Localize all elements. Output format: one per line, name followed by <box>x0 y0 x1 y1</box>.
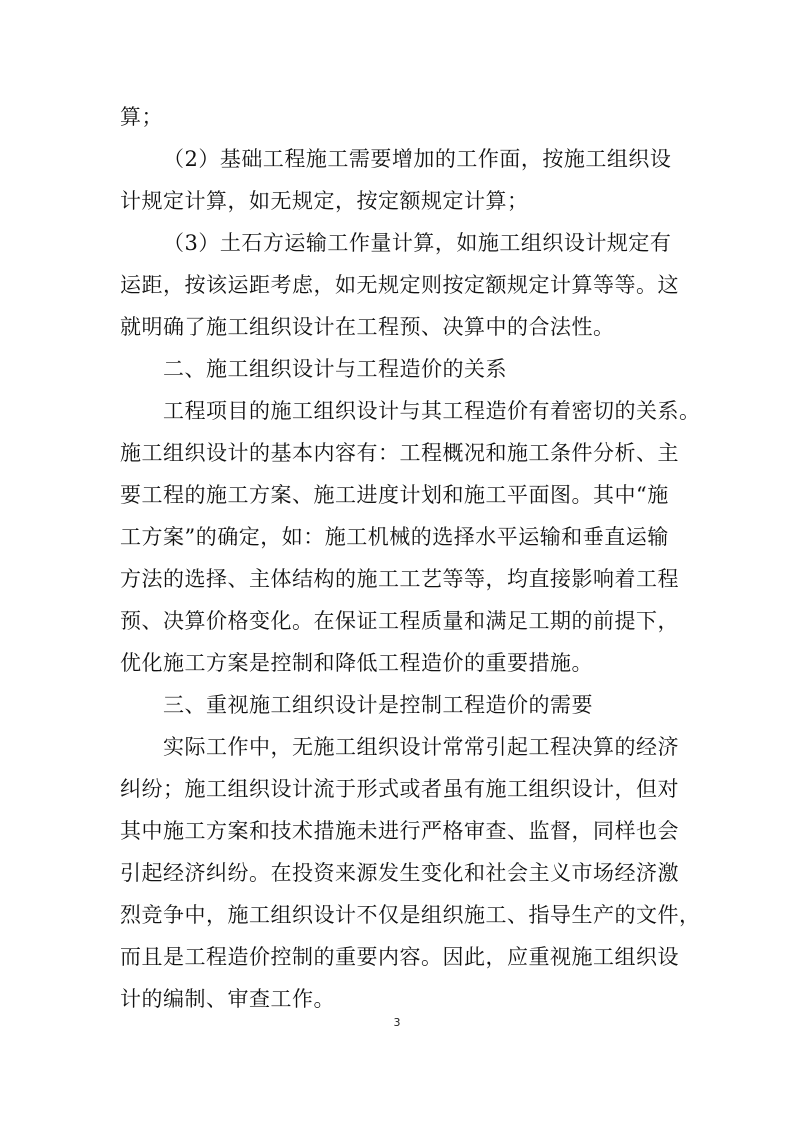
text-line: 纠纷；施工组织设计流于形式或者虽有施工组织设计，但对 <box>120 777 679 801</box>
text-line: 其中施工方案和技术措施未进行严格审查、监督，同样也会 <box>120 819 679 843</box>
text-line: 优化施工方案是控制和降低工程造价的重要措施。 <box>120 651 593 675</box>
text-line: 计的编制、审查工作。 <box>120 987 335 1011</box>
text-line: 而且是工程造价控制的重要内容。因此，应重视施工组织设 <box>120 945 679 969</box>
section-heading: 二、施工组织设计与工程造价的关系 <box>163 357 507 381</box>
text-line: （3）土石方运输工作量计算，如施工组织设计规定有 <box>163 231 672 255</box>
text-line: 方法的选择、主体结构的施工工艺等等，均直接影响着工程 <box>120 567 679 591</box>
section-heading: 三、重视施工组织设计是控制工程造价的需要 <box>163 693 593 717</box>
text-line: 实际工作中，无施工组织设计常常引起工程决算的经济 <box>163 735 679 759</box>
page-number: 3 <box>393 1016 401 1029</box>
text-line: （2）基础工程施工需要增加的工作面，按施工组织设 <box>163 147 672 171</box>
text-line: 施工组织设计的基本内容有：工程概况和施工条件分析、主 <box>120 441 679 465</box>
text-line: 工方案”的确定，如：施工机械的选择水平运输和垂直运输 <box>120 525 669 549</box>
text-line: 运距，按该运距考虑，如无规定则按定额规定计算等等。这 <box>120 273 679 297</box>
text-line: 计规定计算，如无规定，按定额规定计算； <box>120 189 529 213</box>
text-line: 要工程的施工方案、施工进度计划和施工平面图。其中“施 <box>120 483 669 507</box>
text-line: 算； <box>120 105 163 129</box>
text-line: 引起经济纠纷。在投资来源发生变化和社会主义市场经济激 <box>120 861 679 885</box>
text-line: 就明确了施工组织设计在工程预、决算中的合法性。 <box>120 315 615 339</box>
text-line: 工程项目的施工组织设计与其工程造价有着密切的关系。 <box>163 399 701 423</box>
text-line: 预、决算价格变化。在保证工程质量和满足工期的前提下， <box>120 609 679 633</box>
text-line: 烈竞争中，施工组织设计不仅是组织施工、指导生产的文件， <box>120 903 701 927</box>
